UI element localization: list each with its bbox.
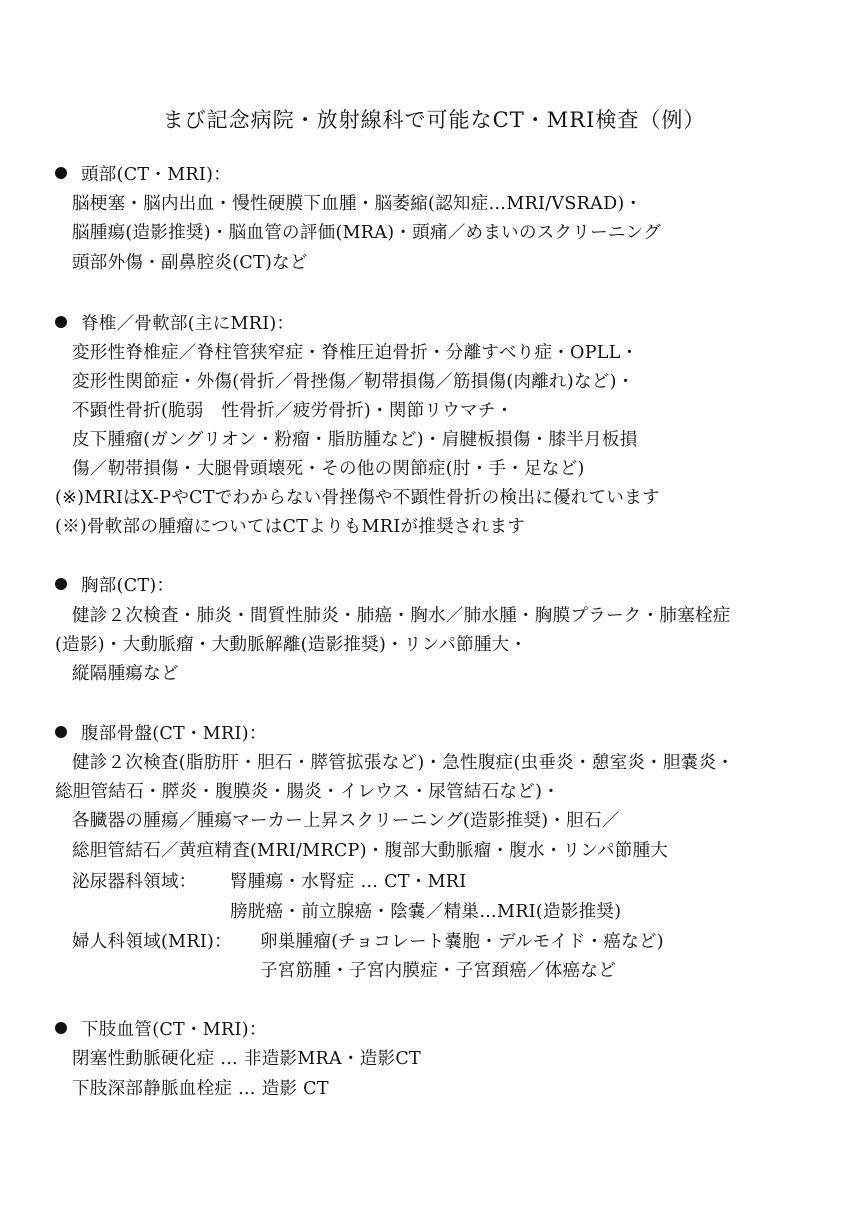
section-heading-text: 頭部(CT・MRI)： <box>81 165 232 185</box>
section-heading-spine <box>55 313 294 335</box>
section-line: 皮下腫瘤(ガングリオン・粉瘤・脂肪腫など)・肩腱板損傷・膝半月板損 <box>72 430 638 450</box>
page-title: まび記念病院・放射線科で可能なCT・MRI検査（例） <box>162 108 706 132</box>
section-heading-abdomen <box>55 723 267 745</box>
section-heading-text: 胸部(CT)： <box>81 576 175 596</box>
section-heading-text: 下肢血管(CT・MRI)： <box>81 1020 267 1040</box>
section-line: 脳梗塞・脳内出血・慢性硬膜下血腫・脳萎縮(認知症…MRI/VSRAD)・ <box>72 194 643 214</box>
bullet-icon <box>55 726 67 738</box>
urology-line: 腎腫瘍・水腎症 … CT・MRI <box>230 872 467 892</box>
bullet-icon <box>55 316 67 328</box>
section-note: (※)MRIはX-PやCTでわからない骨挫傷や不顕性骨折の検出に優れています <box>55 488 660 508</box>
section-line: 頭部外傷・副鼻腔炎(CT)など <box>72 253 308 273</box>
section-line: 傷／靭帯損傷・大腿骨頭壊死・その他の関節症(肘・手・足など) <box>72 459 585 479</box>
section-note: (※)骨軟部の腫瘤についてはCTよりもMRIが推奨されます <box>55 517 526 537</box>
section-heading-text: 脊椎／骨軟部(主にMRI)： <box>81 314 295 334</box>
section-heading-head <box>55 164 231 186</box>
gynecology-label: 婦人科領域(MRI)： <box>72 932 232 952</box>
section-line: 各臓器の腫瘍／腫瘍マーカー上昇スクリーニング(造影推奨)・胆石／ <box>72 811 620 831</box>
gynecology-line: 卵巣腫瘤(チョコレート嚢胞・デルモイド・癌など) <box>260 932 664 952</box>
section-line: 下肢深部静脈血栓症 … 造影 CT <box>72 1079 329 1099</box>
section-heading-chest <box>55 575 174 597</box>
section-line: (造影)・大動脈瘤・大動脈解離(造影推奨)・リンパ節腫大・ <box>55 635 528 655</box>
bullet-icon <box>55 1022 67 1034</box>
bullet-icon <box>55 578 67 590</box>
bullet-icon <box>55 167 67 179</box>
section-line: 健診２次検査・肺炎・間質性肺炎・肺癌・胸水／肺水腫・胸膜プラーク・肺塞栓症 <box>72 606 731 626</box>
section-heading-lower-limb <box>55 1019 267 1041</box>
section-heading-text: 腹部骨盤(CT・MRI)： <box>81 724 267 744</box>
section-line: 総胆管結石・膵炎・腹膜炎・腸炎・イレウス・尿管結石など)・ <box>55 782 560 802</box>
section-line: 閉塞性動脈硬化症 … 非造影MRA・造影CT <box>72 1049 422 1069</box>
urology-label: 泌尿器科領域： <box>72 872 197 892</box>
section-line: 脳腫瘍(造影推奨)・脳血管の評価(MRA)・頭痛／めまいのスクリーニング <box>72 223 661 243</box>
section-line: 健診２次検査(脂肪肝・胆石・膵管拡張など)・急性腹症(虫垂炎・憩室炎・胆嚢炎・ <box>72 753 735 773</box>
section-line: 縦隔腫瘍など <box>72 664 179 684</box>
gynecology-line: 子宮筋腫・子宮内膜症・子宮頚癌／体癌など <box>260 961 616 981</box>
section-line: 変形性関節症・外傷(骨折／骨挫傷／靭帯損傷／筋損傷(肉離れ)など)・ <box>72 372 635 392</box>
section-line: 総胆管結石／黄疸精査(MRI/MRCP)・腹部大動脈瘤・腹水・リンパ節腫大 <box>72 841 669 861</box>
urology-line: 膀胱癌・前立腺癌・陰嚢／精巣…MRI(造影推奨) <box>230 902 622 922</box>
section-line: 不顕性骨折(脆弱 性骨折／疲労骨折)・関節リウマチ・ <box>72 401 514 421</box>
section-line: 変形性脊椎症／脊柱管狭窄症・脊椎圧迫骨折・分離すべり症・OPLL・ <box>72 343 639 363</box>
